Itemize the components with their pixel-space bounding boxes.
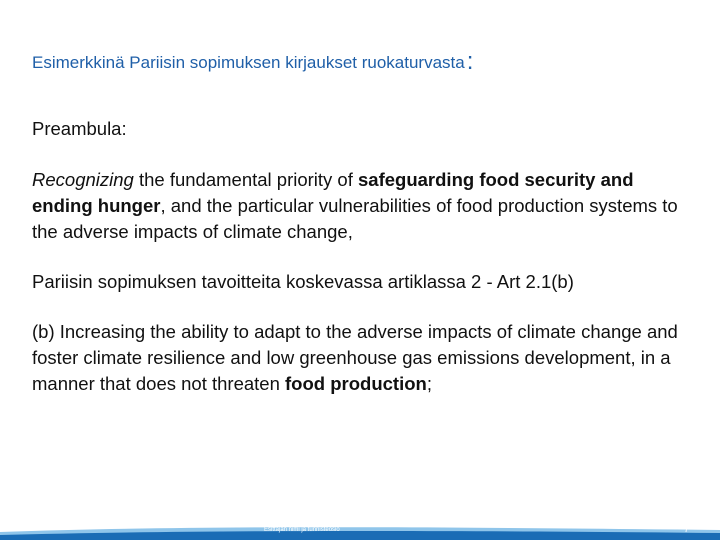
footer-presenter-text: Esittäjän nimi ja tunnisteosio — [264, 527, 340, 533]
preamble-text-2: , and the particular vulnerabilities of food production systems to the adverse impacts of climate change, — [32, 195, 678, 242]
slide-body — [32, 116, 682, 397]
preamble-text-1: the fundamental priority of — [133, 169, 359, 190]
footer-wave — [0, 524, 720, 540]
preamble-italic: Recognizing — [32, 169, 134, 190]
page-number: 7 — [684, 524, 690, 534]
article-text: (b) Increasing the ability to adapt to the adverse impacts of climate change and foster climate resilience and low greenhouse gas emissions development, in a manner that does not threaten — [32, 321, 678, 394]
article-paragraph — [32, 319, 682, 397]
article-heading: Pariisin sopimuksen tavoitteita koskevassa artiklassa 2 - Art 2.1(b) — [32, 271, 574, 292]
preamble-label: Preambula: — [32, 118, 127, 139]
preamble-paragraph — [32, 167, 682, 245]
slide-title-text: Esimerkkinä Pariisin sopimuksen kirjaukset ruokaturvasta — [32, 53, 465, 72]
preamble-bold: safeguarding food security and ending hunger — [32, 169, 634, 216]
slide-title-colon: : — [466, 48, 474, 75]
article-bold: food production — [285, 373, 427, 394]
slide-title — [32, 48, 692, 76]
article-end: ; — [426, 373, 432, 394]
